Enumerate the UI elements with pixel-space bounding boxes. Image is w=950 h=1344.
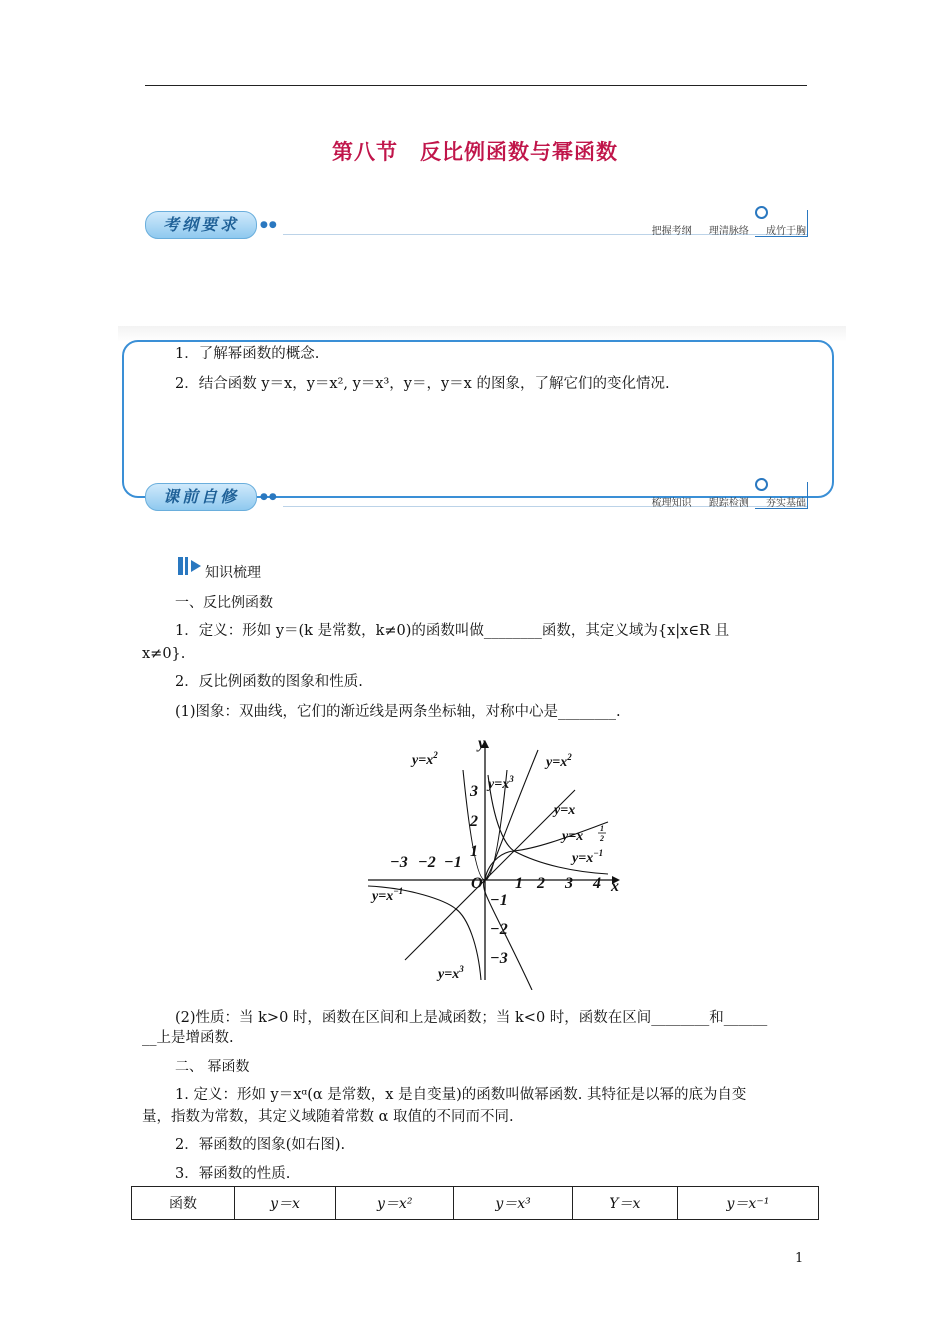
table-header-cell: y＝x⁻¹ bbox=[677, 1187, 818, 1220]
ring-icon bbox=[755, 206, 768, 219]
x-tick-4: 4 bbox=[593, 875, 601, 892]
ring-icon bbox=[755, 478, 768, 491]
x-tick-neg3: −3 bbox=[390, 854, 408, 871]
x-tick-3: 3 bbox=[565, 875, 573, 892]
x-axis-label: x bbox=[611, 878, 619, 895]
banner-tags: 把握考纲 理清脉络 成竹于胸 bbox=[651, 226, 806, 237]
header-rule bbox=[145, 85, 807, 86]
page-title: 第八节 反比例函数与幂函数 bbox=[332, 140, 618, 164]
x-tick-1: 1 bbox=[515, 875, 523, 892]
label-inverse-right: $y=x^{-1}$ bbox=[572, 848, 604, 866]
part2-item3: 3．幂函数的性质. bbox=[175, 1166, 291, 1182]
part2-definition: 1. 定义：形如 y＝xᵅ(α 是常数，x 是自变量)的函数叫做幂函数. 其特征是以幂的底为自变 bbox=[175, 1087, 747, 1103]
x-tick-neg1: −1 bbox=[444, 854, 462, 871]
x-tick-2: 2 bbox=[537, 875, 545, 892]
part1-definition: 1．定义：形如 y＝(k 是常数，k≠0)的函数叫做________函数，其定义域为{x|x∈R 且 bbox=[175, 623, 730, 639]
label-sqrt-exp-den: 2 bbox=[600, 834, 604, 843]
badge-syllabus: 考纲要求 bbox=[145, 211, 257, 239]
label-sqrt-exp-num: 1 bbox=[600, 824, 604, 833]
y-tick-1: 1 bbox=[470, 843, 478, 860]
part1-properties-cont: __上是增函数. bbox=[142, 1030, 234, 1046]
dots-icon: ●● bbox=[260, 492, 278, 502]
label-inverse-left: $y=x^{-1}$ bbox=[372, 886, 404, 904]
dots-icon: ●● bbox=[260, 220, 278, 230]
table-header-cell: y＝x³ bbox=[454, 1187, 572, 1220]
part2-definition-cont: 量，指数为常数，其定义域随着常数 α 取值的不同而不同. bbox=[142, 1109, 514, 1125]
section-marker-icon bbox=[176, 555, 206, 577]
part2-heading: 二、 幂函数 bbox=[175, 1059, 250, 1075]
requirement-2: 2．结合函数 y＝x，y＝x², y＝x³，y＝，y＝x 的图象，了解它们的变化情况. bbox=[175, 376, 670, 392]
power-function-graph bbox=[360, 730, 630, 990]
requirement-1: 1．了解幂函数的概念. bbox=[175, 346, 320, 362]
table-header-cell: y＝x bbox=[235, 1187, 336, 1220]
label-x2-right: $y=x^2$ bbox=[546, 752, 572, 770]
label-x: y=x bbox=[554, 803, 576, 818]
part1-definition-cont: x≠0}. bbox=[142, 646, 186, 662]
part1-heading: 一、反比例函数 bbox=[175, 595, 273, 611]
banner-preview bbox=[118, 478, 846, 514]
y-axis-label: y bbox=[478, 735, 486, 752]
label-x3-bottom: $y=x^3$ bbox=[438, 964, 464, 982]
page-number: 1 bbox=[795, 1251, 804, 1266]
table-header-cell: y＝x² bbox=[336, 1187, 454, 1220]
label-sqrt: y=x bbox=[562, 829, 584, 844]
banner-syllabus bbox=[118, 206, 846, 242]
origin-label: O bbox=[471, 875, 483, 892]
part1-item3: (1)图象：双曲线，它们的渐近线是两条坐标轴，对称中心是________. bbox=[175, 704, 621, 720]
label-x2-left: $y=x^2$ bbox=[412, 750, 438, 768]
badge-preview: 课前自修 bbox=[145, 483, 257, 511]
y-tick-2: 2 bbox=[470, 813, 478, 830]
part2-item2: 2．幂函数的图象(如右图). bbox=[175, 1137, 346, 1153]
part1-properties: (2)性质：当 k>0 时，函数在区间和上是减函数；当 k<0 时，函数在区间________和______ bbox=[175, 1010, 768, 1026]
y-tick-neg3: −3 bbox=[490, 950, 508, 967]
label-x3-top: $y=x^3$ bbox=[488, 774, 514, 792]
x-tick-neg2: −2 bbox=[418, 854, 436, 871]
banner-tags: 梳理知识 跟踪检测 夯实基础 bbox=[651, 498, 806, 509]
table-header-cell: Y＝x bbox=[572, 1187, 677, 1220]
table-header-cell: 函数 bbox=[132, 1187, 235, 1220]
y-tick-3: 3 bbox=[470, 783, 478, 800]
table-row bbox=[132, 1187, 819, 1220]
power-function-table bbox=[131, 1186, 819, 1220]
y-tick-neg1: −1 bbox=[490, 892, 508, 909]
part1-item2: 2．反比例函数的图象和性质. bbox=[175, 674, 363, 690]
section-label: 知识梳理 bbox=[205, 565, 261, 581]
y-tick-neg2: −2 bbox=[490, 921, 508, 938]
